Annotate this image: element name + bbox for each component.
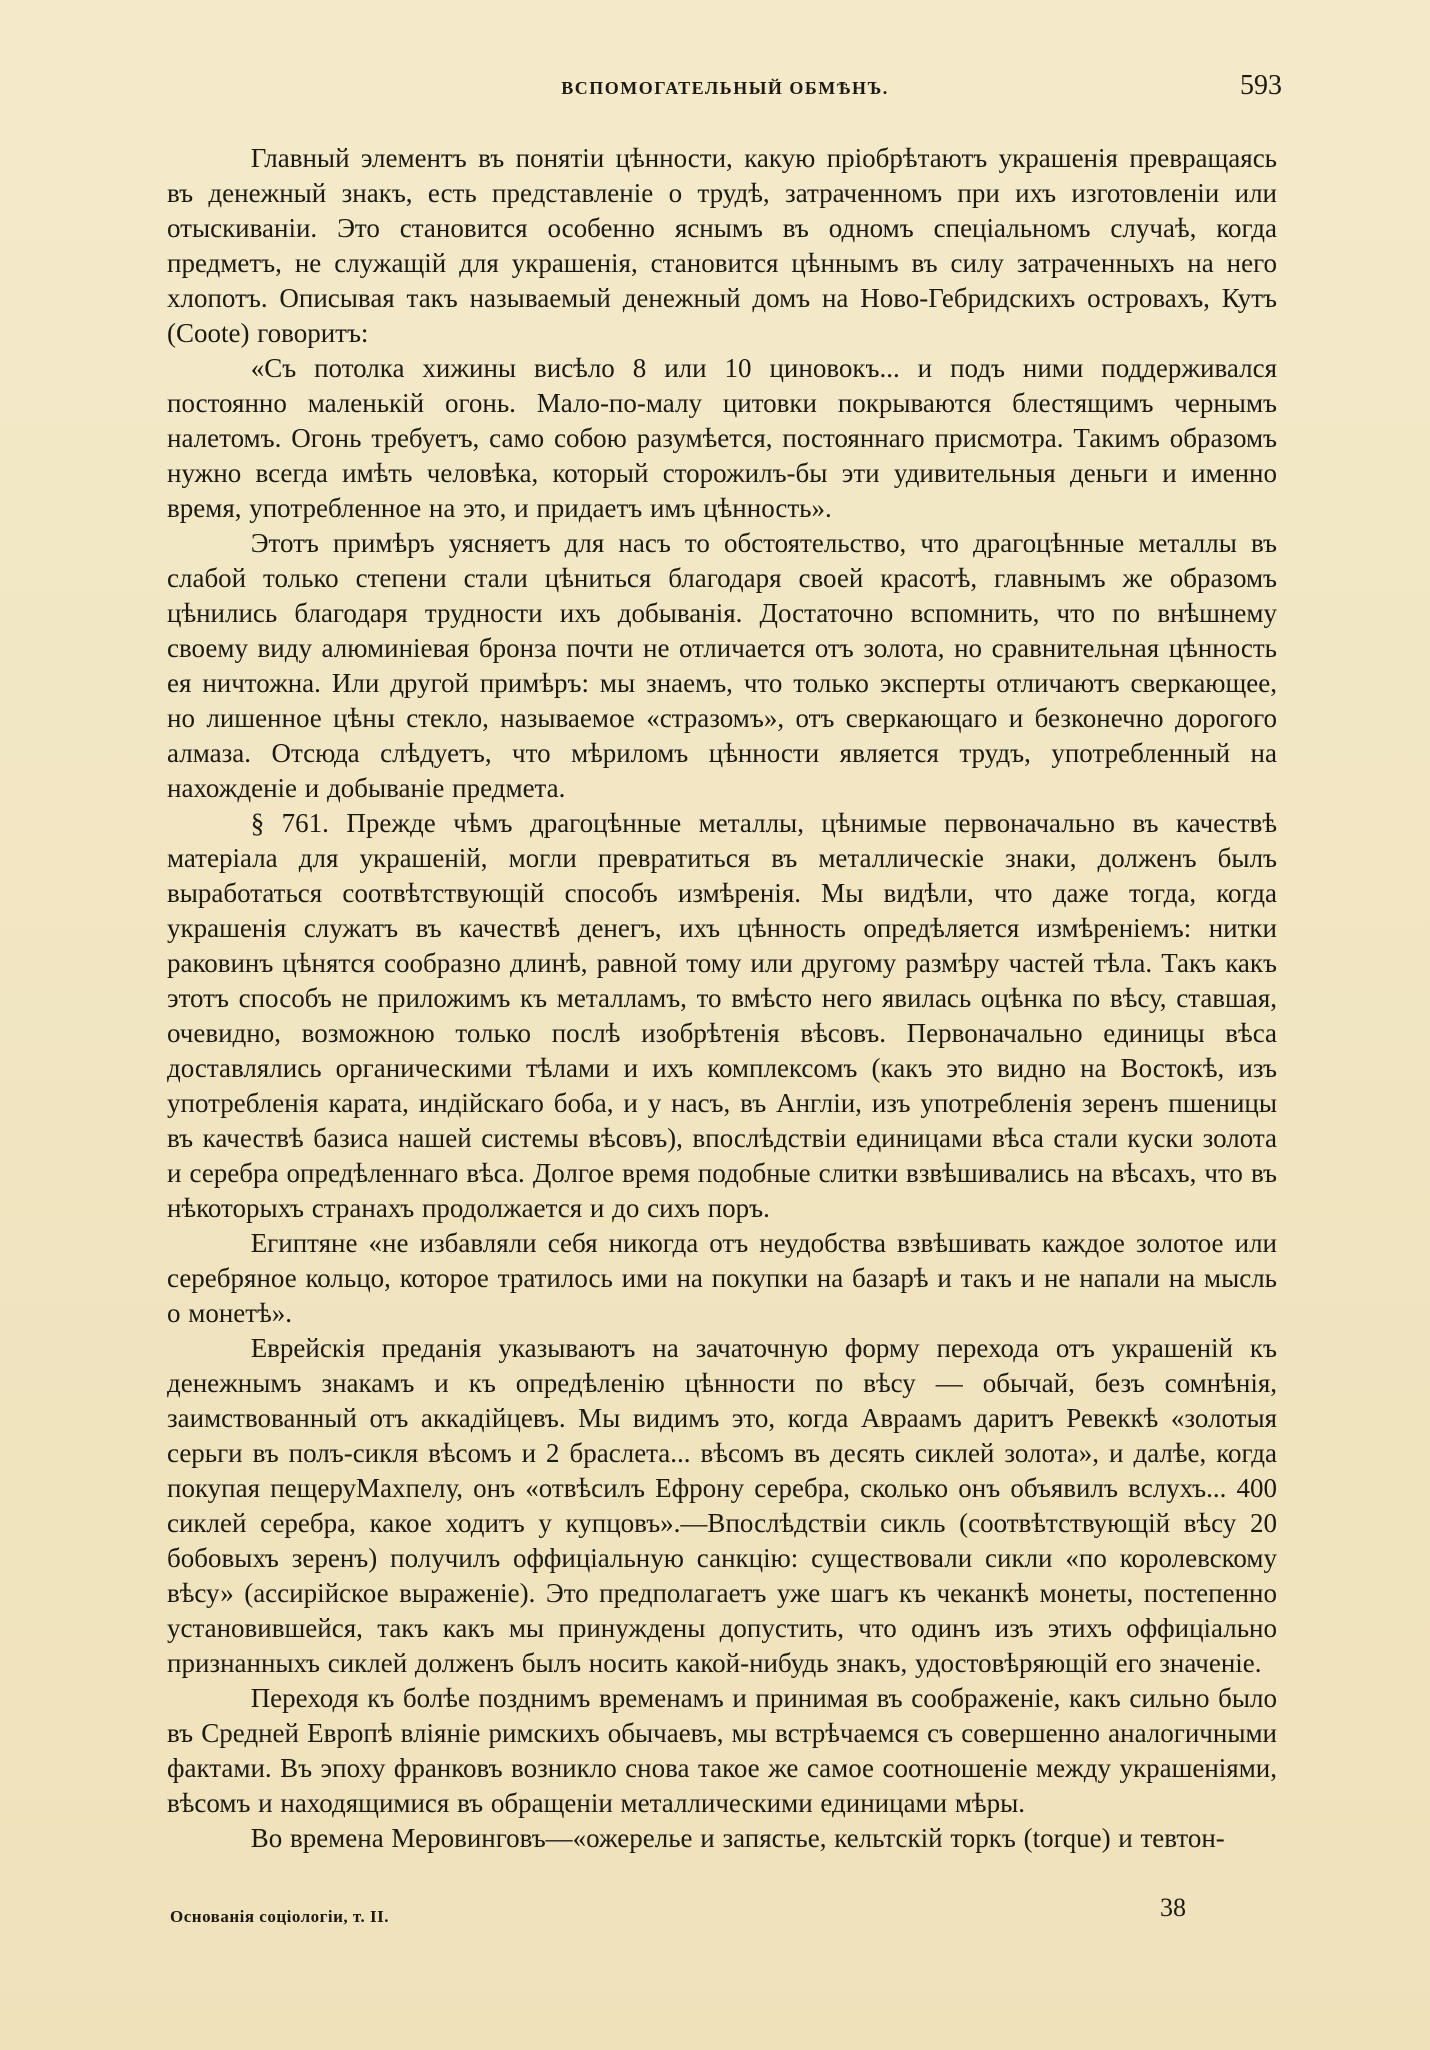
body-text (167, 141, 1277, 1856)
footer-book-title: Основанія соціологіи, т. II. (170, 1907, 389, 1926)
paragraph-quote-coote: «Съ потолка хижины висѣло 8 или 10 циновокъ... и подъ ними поддерживался постоянно маленькій огонь. Мало-по-малу цитовки покрываются блестящимъ чернымъ налетомъ. Огонь требуетъ, само собою разумѣется, постояннаго присмотра. Такимъ образомъ нужно всегда имѣть человѣка, который сторожилъ-бы эти удивительныя деньги и именно время, употребленное на это, и придаетъ имъ цѣнность». (167, 353, 1277, 523)
paragraph-section-761: § 761. Прежде чѣмъ драгоцѣнные металлы, цѣнимые первоначально въ качествѣ матеріала для украшеній, могли превратиться въ металлическіе знаки, долженъ былъ выработаться соотвѣтствующій способъ измѣренія. Мы видѣли, что даже тогда, когда украшенія служатъ въ качествѣ денегъ, ихъ цѣнность опредѣляется измѣреніемъ: нитки раковинъ цѣнятся сообразно длинѣ, равной тому или другому размѣру частей тѣла. Такъ какъ этотъ способъ не приложимъ къ металламъ, то вмѣсто него явилась оцѣнка по вѣсу, ставшая, очевидно, возможною только послѣ изобрѣтенія вѣсовъ. Первоначально единицы вѣса доставлялись органическими тѣлами и ихъ комплексомъ (какъ это видно на Востокѣ, изъ употребленія карата, индійскаго боба, и у насъ, въ Англіи, изъ употребленія зеренъ пшеницы въ качествѣ базиса нашей системы вѣсовъ), впослѣдствіи единицами вѣса стали куски золота и серебра опредѣленнаго вѣса. Долгое время подобные слитки взвѣшивались на вѣсахъ, что въ нѣкоторыхъ странахъ продолжается и до сихъ поръ. (167, 808, 1277, 1223)
paragraph-merovingians: Во времена Меровинговъ—«ожерелье и запястье, кельтскій торкъ (torque) и тевтон- (250, 1823, 1225, 1853)
page-footer (170, 1893, 1280, 1933)
paragraph-egyptians: Египтяне «не избавляли себя никогда отъ неудобства взвѣшивать каждое золотое или серебряное кольцо, которое тратилось ими на покупки на базарѣ и такъ и не напали на мысль о монетѣ». (167, 1228, 1277, 1328)
paragraph-1: Главный элементъ въ понятіи цѣнности, какую пріобрѣтаютъ украшенія превращаясь въ денежный знакъ, есть представленіе о трудѣ, затраченномъ при ихъ изготовленіи или отыскиваніи. Это становится особенно яснымъ въ одномъ спеціальномъ случаѣ, когда предметъ, не служащій для украшенія, становится цѣннымъ въ силу затраченныхъ на него хлопотъ. Описывая такъ называемый денежный домъ на Ново-Гебридскихъ островахъ, Кутъ (Coote) говоритъ: (167, 143, 1277, 348)
paragraph-3: Этотъ примѣръ уясняетъ для насъ то обстоятельство, что драгоцѣнные металлы въ слабой только степени стали цѣниться благодаря своей красотѣ, главнымъ же образомъ цѣнились благодаря трудности ихъ добыванія. Достаточно вспомнить, что по внѣшнему своему виду алюминіевая бронза почти не отличается отъ золота, но сравнительная цѣнность ея ничтожна. Или другой примѣръ: мы знаемъ, что только эксперты отличаютъ сверкающее, но лишенное цѣны стекло, называемое «стразомъ», отъ сверкающаго и безконечно дорогого алмаза. Отсюда слѣдуетъ, что мѣриломъ цѣнности является трудъ, употребленный на нахожденіе и добываніе предмета. (167, 528, 1277, 803)
page-number: 593 (1240, 70, 1282, 101)
paragraph-hebrew: Еврейскія преданія указываютъ на зачаточную форму перехода отъ украшеній къ денежнымъ знакамъ и къ опредѣленію цѣнности по вѣсу — обычай, безъ сомнѣнія, заимствованный отъ аккадійцевъ. Мы видимъ это, когда Авраамъ даритъ Ревеккѣ «золотыя серьги въ полъ-сикля вѣсомъ и 2 браслета... вѣсомъ въ десять сиклей золота», и далѣе, когда покупая пещеруМахпелу, онъ «отвѣсилъ Ефрону серебра, сколько онъ объявилъ вслухъ... 400 сиклей серебра, какое ходитъ у купцовъ».—Впослѣдствіи сикль (соотвѣтствующій вѣсу 20 бобовыхъ зеренъ) получилъ оффиціальную санкцію: существовали сикли «по королевскому вѣсу» (ассирійское выраженіе). Это предполагаетъ уже шагъ къ чеканкѣ монеты, постепенно установившейся, такъ какъ мы принуждены допустить, что одинъ изъ этихъ оффиціально признанныхъ сиклей долженъ былъ носить какой-нибудь знакъ, удостовѣряющій его значеніе. (167, 1333, 1277, 1678)
signature-mark: 38 (1160, 1893, 1186, 1922)
running-head: ВСПОМОГАТЕЛЬНЫЙ ОБМѢНЪ. (561, 78, 889, 98)
paragraph-europe: Переходя къ болѣе позднимъ временамъ и принимая въ соображеніе, какъ сильно было въ Средней Европѣ вліяніе римскихъ обычаевъ, мы встрѣчаемся съ совершенно аналогичными фактами. Въ эпоху франковъ возникло снова такое же самое соотношеніе между украшеніями, вѣсомъ и находящимися въ обращеніи металлическими единицами мѣры. (167, 1683, 1277, 1818)
page-header (170, 66, 1280, 106)
